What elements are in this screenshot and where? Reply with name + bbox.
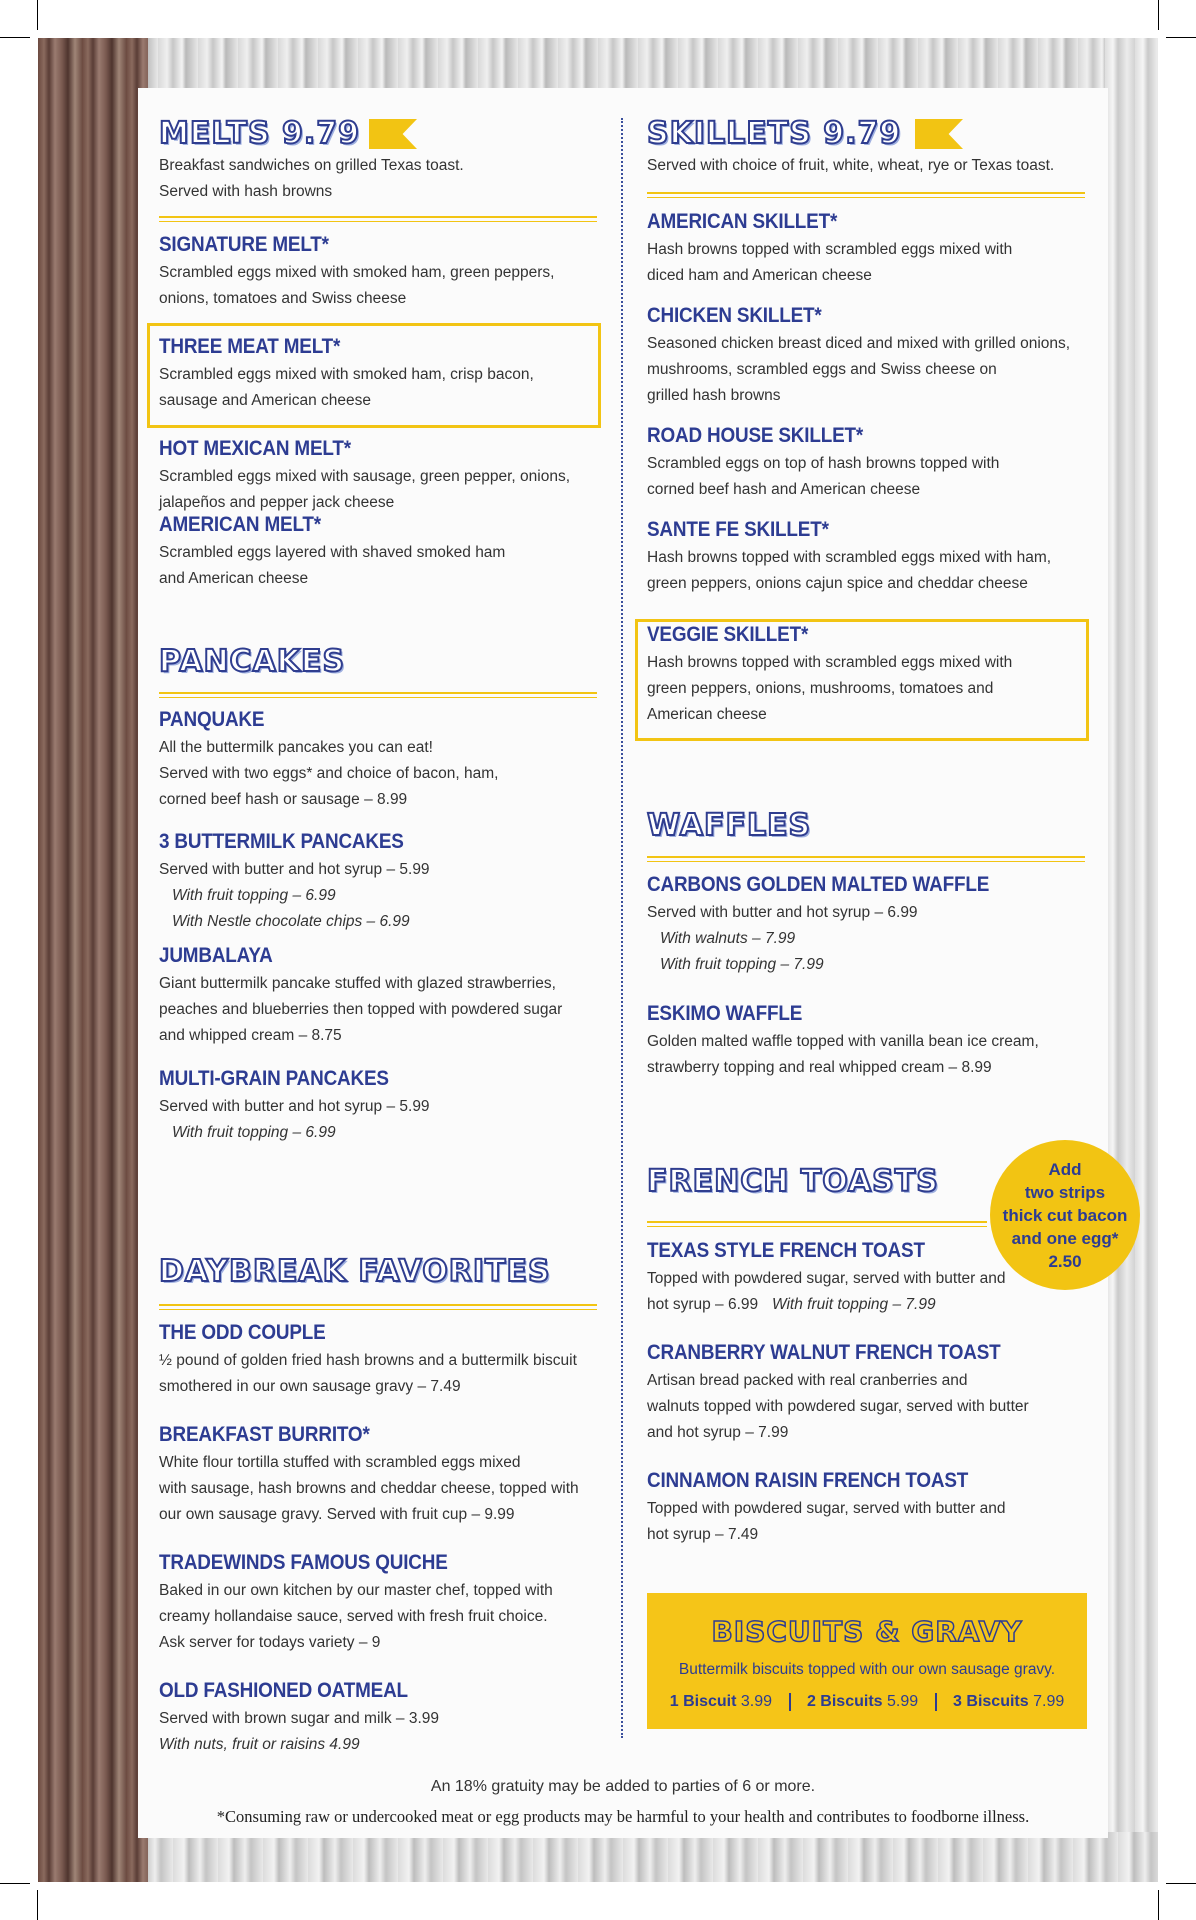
section-rule <box>159 1304 597 1306</box>
menu-item-name: ESKIMO WAFFLE <box>647 1002 803 1025</box>
flag-icon <box>369 119 417 149</box>
menu-item-option: With fruit topping – 7.99 <box>772 1296 936 1313</box>
bacon-egg-addon-badge: Add two strips thick cut bacon and one egg* 2.50 <box>990 1140 1140 1290</box>
price-label: 2 Biscuits <box>806 1693 883 1711</box>
section-title-biscuits: BISCUITS & GRAVY <box>711 1615 1023 1648</box>
menu-item-name: OLD FASHIONED OATMEAL <box>159 1679 408 1702</box>
menu-item-desc: Golden malted waffle topped with vanilla bean ice cream, strawberry topping and real whipped cream – 8.99 <box>647 1033 1039 1076</box>
menu-item-desc: Topped with powdered sugar, served with butter and hot syrup – 6.99 <box>647 1270 1006 1313</box>
health-warning: *Consuming raw or undercooked meat or egg products may be harmful to your health and contributes to foodborne illness. <box>216 1807 1030 1826</box>
menu-item-desc: Scrambled eggs layered with shaved smoked ham and American cheese <box>159 544 506 587</box>
menu-item-name: THE ODD COUPLE <box>159 1321 326 1344</box>
price-separator <box>935 1693 937 1711</box>
menu-item-option: With nuts, fruit or raisins 4.99 <box>159 1736 360 1753</box>
menu-item-desc: Hash browns topped with scrambled eggs mixed with diced ham and American cheese <box>647 241 1013 284</box>
menu-item-desc: ½ pound of golden fried hash browns and a buttermilk biscuit smothered in our own sausage gravy – 7.49 <box>159 1352 577 1395</box>
price-separator <box>789 1693 791 1711</box>
menu-item-name: PANQUAKE <box>159 708 265 731</box>
menu-item-name: CARBONS GOLDEN MALTED WAFFLE <box>647 873 990 896</box>
menu-item-desc: Scrambled eggs mixed with smoked ham, green peppers, onions, tomatoes and Swiss cheese <box>159 264 555 307</box>
crop-mark <box>1158 1890 1159 1920</box>
wood-background-bottom <box>38 1832 1158 1882</box>
wood-background-right <box>1105 38 1158 1882</box>
menu-item-name: MULTI-GRAIN PANCAKES <box>159 1067 389 1090</box>
crop-mark <box>1166 1883 1196 1884</box>
menu-item-name: THREE MEAT MELT* <box>159 335 341 358</box>
price-label: 3 Biscuits <box>953 1693 1029 1711</box>
section-title-melts: MELTS 9.79 <box>159 116 361 151</box>
section-subtitle-melts: Breakfast sandwiches on grilled Texas toast. Served with hash browns <box>159 157 464 200</box>
menu-item-name: SANTE FE SKILLET* <box>647 518 829 541</box>
menu-item-desc: Baked in our own kitchen by our master chef, topped with creamy hollandaise sauce, served with fresh fruit choice. Ask server for todays variety – 9 <box>159 1582 553 1651</box>
biscuit-prices <box>647 1693 1087 1711</box>
section-rule <box>647 856 1085 858</box>
menu-item-desc: Served with butter and hot syrup – 5.99 <box>159 1098 430 1115</box>
price-value: 7.99 <box>1033 1693 1065 1711</box>
menu-item-desc: White flour tortilla stuffed with scrambled eggs mixed with sausage, hash browns and cheddar cheese, topped with our own sausage gravy. Served with fruit cup – 9.99 <box>159 1454 579 1523</box>
crop-mark <box>37 0 38 30</box>
menu-item-name: HOT MEXICAN MELT* <box>159 437 351 460</box>
menu-item-name: CRANBERRY WALNUT FRENCH TOAST <box>647 1341 1001 1364</box>
menu-item-name: SIGNATURE MELT* <box>159 233 329 256</box>
section-rule <box>647 1221 987 1223</box>
wood-background-left <box>38 38 148 1882</box>
section-subtitle-skillets: Served with choice of fruit, white, wheat, rye or Texas toast. <box>647 157 1055 174</box>
menu-item-option: With walnuts – 7.99 <box>660 930 796 947</box>
menu-item-desc: Giant buttermilk pancake stuffed with glazed strawberries, peaches and blueberries then topped with powdered sugar and whipped cream – 8.75 <box>159 975 563 1044</box>
menu-item-desc: Topped with powdered sugar, served with butter and hot syrup – 7.49 <box>647 1500 1006 1543</box>
menu-item-name: 3 BUTTERMILK PANCAKES <box>159 830 404 853</box>
crop-mark <box>37 1890 38 1920</box>
flag-icon <box>915 119 963 149</box>
menu-item-desc: Served with brown sugar and milk – 3.99 <box>159 1710 440 1727</box>
menu-item-option: With fruit topping – 7.99 <box>660 956 824 973</box>
section-title-skillets: SKILLETS 9.79 <box>647 116 902 151</box>
section-title-pancakes: PANCAKES <box>159 644 346 679</box>
section-title-daybreak: DAYBREAK FAVORITES <box>159 1254 551 1289</box>
menu-item-desc: Served with butter and hot syrup – 5.99 <box>159 861 430 878</box>
crop-mark <box>0 1883 30 1884</box>
menu-item-desc: Scrambled eggs on top of hash browns topped with corned beef hash and American cheese <box>647 455 1000 498</box>
section-subtitle-biscuits: Buttermilk biscuits topped with our own sausage gravy. <box>678 1661 1056 1678</box>
menu-item-desc: Scrambled eggs mixed with smoked ham, crisp bacon, sausage and American cheese <box>159 366 534 409</box>
biscuits-gravy-box <box>647 1593 1087 1729</box>
section-rule <box>159 216 597 218</box>
price-label: 1 Biscuit <box>669 1693 737 1711</box>
menu-item-desc: All the buttermilk pancakes you can eat! Served with two eggs* and choice of bacon, ham, corned beef hash or sausage – 8.99 <box>159 739 499 808</box>
crop-mark <box>1158 0 1159 30</box>
menu-item-desc: Hash browns topped with scrambled eggs mixed with ham, green peppers, onions cajun spice and cheddar cheese <box>647 549 1052 592</box>
menu-item-option: With fruit topping – 6.99 <box>172 887 336 904</box>
menu-item-option: With fruit topping – 6.99 <box>172 1124 336 1141</box>
menu-item-option: With Nestle chocolate chips – 6.99 <box>172 913 410 930</box>
menu-item-name: BREAKFAST BURRITO* <box>159 1423 370 1446</box>
column-divider <box>621 118 623 1738</box>
section-rule <box>159 692 597 694</box>
gratuity-note: An 18% gratuity may be added to parties of 6 or more. <box>430 1778 816 1795</box>
menu-item-desc: Scrambled eggs mixed with sausage, green pepper, onions, jalapeños and pepper jack cheese <box>159 468 570 511</box>
crop-mark <box>0 37 30 38</box>
menu-item-name: ROAD HOUSE SKILLET* <box>647 424 864 447</box>
section-title-french-toasts: FRENCH TOASTS <box>647 1164 939 1199</box>
section-title-waffles: WAFFLES <box>647 808 812 843</box>
menu-item-name: VEGGIE SKILLET* <box>647 623 809 646</box>
menu-item-name: AMERICAN MELT* <box>159 513 321 536</box>
menu-item-desc: Seasoned chicken breast diced and mixed with grilled onions, mushrooms, scrambled eggs and Swiss cheese on grilled hash browns <box>647 335 1071 404</box>
menu-item-name: JUMBALAYA <box>159 944 273 967</box>
menu-item-desc: Artisan bread packed with real cranberries and walnuts topped with powdered sugar, served with butter and hot syrup – 7.99 <box>647 1372 1029 1441</box>
crop-mark <box>1166 37 1196 38</box>
price-value: 3.99 <box>740 1693 773 1711</box>
price-value: 5.99 <box>887 1693 919 1711</box>
menu-item-name: TEXAS STYLE FRENCH TOAST <box>647 1239 925 1262</box>
menu-item-name: TRADEWINDS FAMOUS QUICHE <box>159 1551 448 1574</box>
menu-item-name: CINNAMON RAISIN FRENCH TOAST <box>647 1469 969 1492</box>
menu-item-name: CHICKEN SKILLET* <box>647 304 822 327</box>
menu-item-desc: Served with butter and hot syrup – 6.99 <box>647 904 918 921</box>
menu-item-desc: Hash browns topped with scrambled eggs mixed with green peppers, onions, mushrooms, tomatoes and American cheese <box>647 654 1013 723</box>
section-rule <box>647 192 1085 194</box>
menu-panel <box>138 88 1128 1838</box>
menu-item-name: AMERICAN SKILLET* <box>647 210 838 233</box>
wood-background-top <box>38 38 1158 88</box>
